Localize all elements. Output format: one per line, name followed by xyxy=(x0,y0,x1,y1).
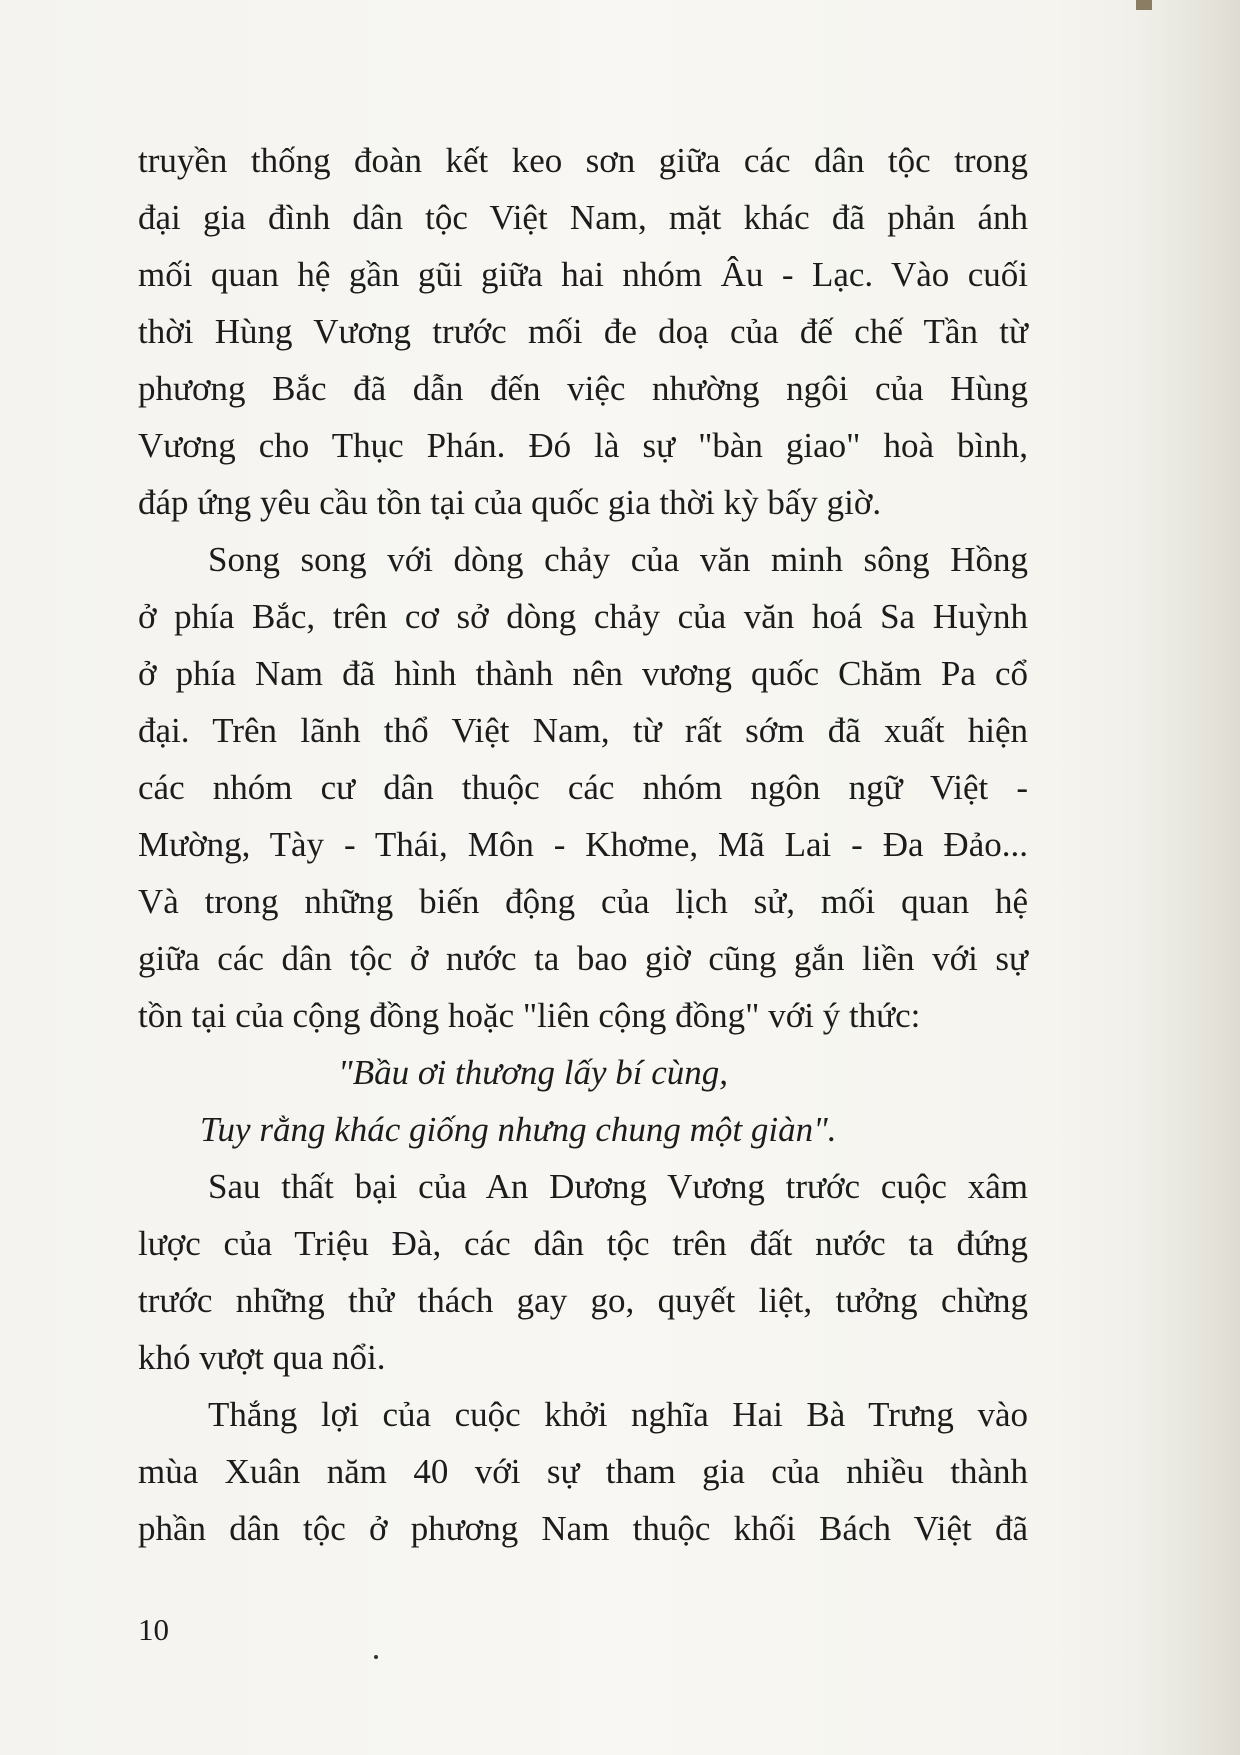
verse-line-2: Tuy rằng khác giống nhưng chung một giàn". xyxy=(200,1110,837,1149)
verse-quote xyxy=(138,1044,1028,1158)
paragraph-2 xyxy=(138,531,1028,1044)
text-line: Thắng lợi của cuộc khởi nghĩa Hai Bà Trưng vào xyxy=(208,1395,1028,1434)
paragraph-1 xyxy=(138,132,1028,531)
text-line: các nhóm cư dân thuộc các nhóm ngôn ngữ Việt - xyxy=(138,768,1028,807)
paragraph-4 xyxy=(138,1386,1028,1557)
text-line: Song song với dòng chảy của văn minh sông Hồng xyxy=(208,540,1028,579)
text-line: tồn tại của cộng đồng hoặc "liên cộng đồng" với ý thức: xyxy=(138,996,921,1035)
text-line: giữa các dân tộc ở nước ta bao giờ cũng gắn liền với sự xyxy=(138,939,1028,978)
text-line: truyền thống đoàn kết keo sơn giữa các dân tộc trong xyxy=(138,141,1028,180)
text-line: khó vượt qua nổi. xyxy=(138,1338,386,1377)
text-line: phần dân tộc ở phương Nam thuộc khối Bách Việt đã xyxy=(138,1509,1028,1548)
text-line: thời Hùng Vương trước mối đe doạ của đế chế Tần từ xyxy=(138,312,1028,351)
page-edge-shadow xyxy=(1130,0,1240,1755)
text-line: đại gia đình dân tộc Việt Nam, mặt khác đã phản ánh xyxy=(138,198,1028,237)
text-line: đại. Trên lãnh thổ Việt Nam, từ rất sớm đã xuất hiện xyxy=(138,711,1028,750)
text-line: Và trong những biến động của lịch sử, mối quan hệ xyxy=(138,882,1028,921)
text-line: phương Bắc đã dẫn đến việc nhường ngôi của Hùng xyxy=(138,369,1028,408)
scan-speck xyxy=(374,1655,378,1659)
body-text xyxy=(138,132,1028,1557)
scan-corner-mark xyxy=(1136,0,1152,10)
text-line: trước những thử thách gay go, quyết liệt, tưởng chừng xyxy=(138,1281,1028,1320)
text-line: Vương cho Thục Phán. Đó là sự "bàn giao" hoà bình, xyxy=(138,426,1028,465)
text-line: ở phía Nam đã hình thành nên vương quốc Chăm Pa cổ xyxy=(138,654,1028,693)
text-line: lược của Triệu Đà, các dân tộc trên đất nước ta đứng xyxy=(138,1224,1028,1263)
text-line: mùa Xuân năm 40 với sự tham gia của nhiều thành xyxy=(138,1452,1028,1491)
page-number: 10 xyxy=(138,1612,169,1647)
text-line: Mường, Tày - Thái, Môn - Khơme, Mã Lai - Đa Đảo... xyxy=(138,825,1028,864)
text-line: đáp ứng yêu cầu tồn tại của quốc gia thời kỳ bấy giờ. xyxy=(138,483,882,522)
text-line: mối quan hệ gần gũi giữa hai nhóm Âu - Lạc. Vào cuối xyxy=(138,255,1028,294)
verse-line-1: "Bầu ơi thương lấy bí cùng, xyxy=(338,1053,728,1092)
text-line: Sau thất bại của An Dương Vương trước cuộc xâm xyxy=(208,1167,1028,1206)
text-line: ở phía Bắc, trên cơ sở dòng chảy của văn hoá Sa Huỳnh xyxy=(138,597,1028,636)
paragraph-3 xyxy=(138,1158,1028,1386)
